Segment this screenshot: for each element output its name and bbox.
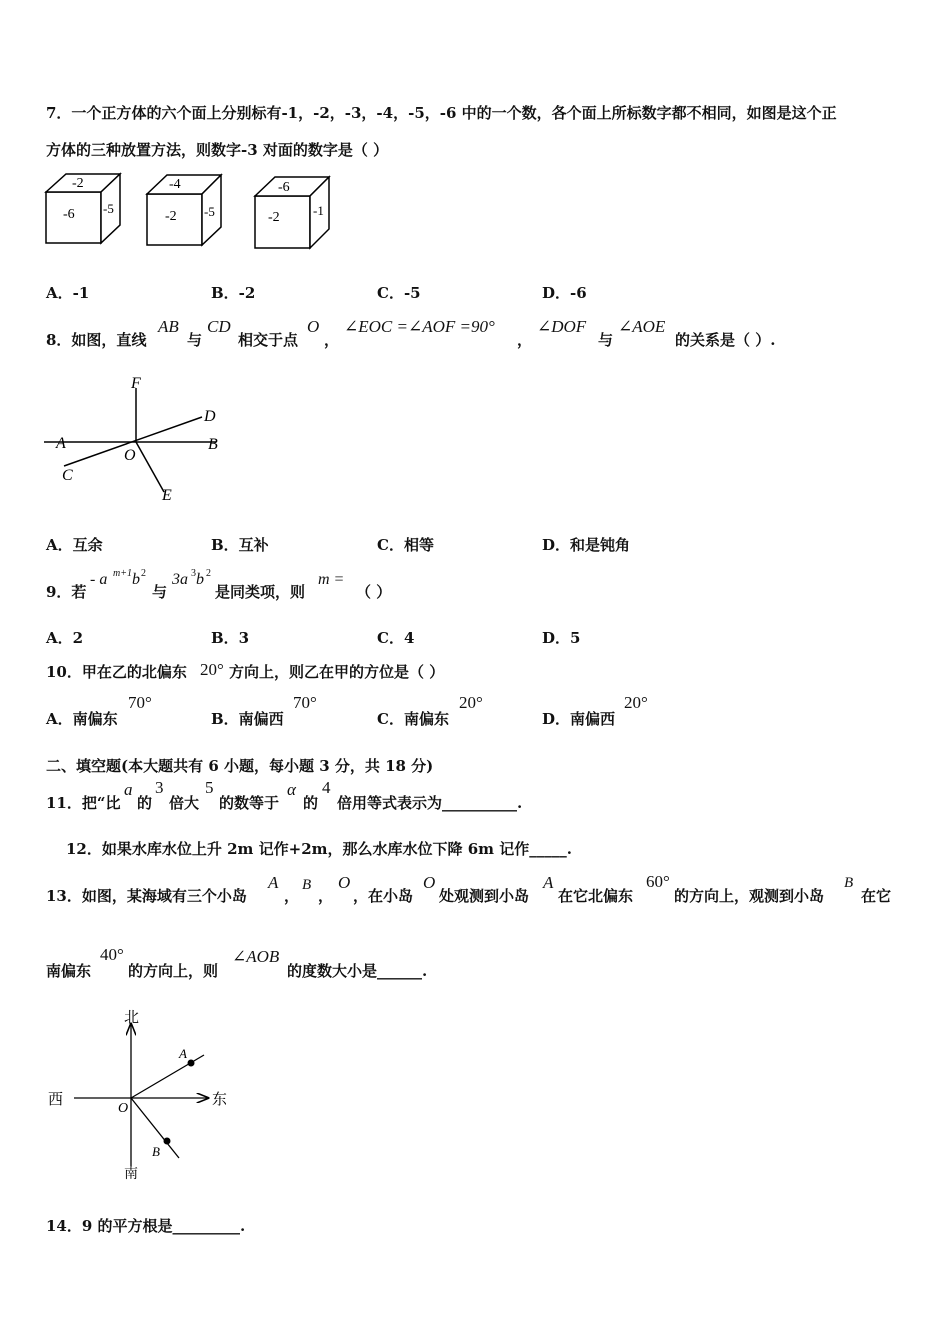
q9-term2-base: 3a [172,571,188,588]
q8-cd: CD [207,317,231,336]
label-north: 北 [124,1010,140,1026]
label-east: 东 [212,1092,228,1108]
q10-text-1: 10．甲在乙的北偏东 [46,663,187,681]
q13-angle-40: 40° [100,945,124,964]
label-c: C [62,467,73,484]
q13-angle-60: 60° [646,872,670,891]
q9-term2-exp: 3 [191,568,196,579]
q13-text-1: 13．如图，某海域有三个小岛 [46,887,247,905]
label-o: O [118,1101,129,1116]
q9-option-b[interactable]: B．3 [211,629,250,647]
label-e: E [162,487,172,504]
q8-text-7: 的关系是（ ）. [675,331,776,349]
q7-option-b[interactable]: B．-2 [211,284,256,302]
q13-b: B [302,877,312,893]
q13-b-2: B [844,875,854,891]
label-d: D [204,408,216,425]
section-2-heading: 二、填空题(本大题共有 6 小题，每小题 3 分，共 18 分) [46,757,434,775]
q10-option-d-angle: 20° [624,693,648,712]
ray-oe [136,442,164,492]
q9-text-3: 是同类项，则 [215,583,306,601]
q10-option-a[interactable]: A．南偏东 [46,710,118,728]
cube3-side: -1 [313,203,324,218]
q10-option-c[interactable]: C．南偏东 [377,710,449,728]
island-b-dot [164,1138,171,1145]
q13-compass-figure [46,1008,246,1183]
q8-lines-figure [44,372,234,507]
q8-text-3: 相交于点 [238,331,299,349]
cube1-side: -5 [103,201,114,216]
cube-figure-1 [44,172,124,247]
q7-line2: 方体的三种放置方法，则数字-3 对面的数字是（ ） [46,141,389,159]
q8-aoe: ∠AOE [618,317,666,336]
cube2-side: -5 [204,204,215,219]
cube2-front: -2 [165,209,177,224]
cube1-front: -6 [63,207,75,222]
label-a: A [179,1046,187,1061]
q9-m: m = [318,571,345,588]
q8-text-2: 与 [187,331,203,349]
q9-term2-bexp: 2 [206,568,211,579]
q7-line1: 7．一个正方体的六个面上分别标有-1，-2，-3，-4，-5，-6 中的一个数，各个面上所标数字都不相同，如图是这个正 [46,104,837,122]
q8-ab: AB [158,317,179,336]
label-a: A [56,435,66,452]
q9-option-c[interactable]: C．4 [377,629,415,647]
q9-option-d[interactable]: D．5 [542,629,581,647]
q10-option-a-angle: 70° [128,693,152,712]
q8-o: O [307,317,320,336]
q13-a: A [268,873,279,892]
q13-line2-text-1: 南偏东 [46,962,92,980]
q9-text-4: （ ） [356,583,392,601]
q12-text: 12．如果水库水位上升 2m 记作+2m，那么水库水位下降 6m 记作_____. [66,840,572,858]
q10-option-d[interactable]: D．南偏西 [542,710,616,728]
q9-term1-base: - a [90,571,108,588]
q8-text-1: 8．如图，直线 [46,331,147,349]
q13-text-4: 在它北偏东 [558,887,634,905]
q9-term2-b: b [196,571,204,588]
cube-figure-2 [145,172,225,247]
label-f: F [131,375,141,392]
q8-option-b[interactable]: B．互补 [211,536,269,554]
q11-a: a [124,780,133,799]
q13-line2-text-3: 的度数大小是______. [287,962,428,980]
q13-comma-1: ， [284,887,300,905]
cube1-top: -2 [72,176,84,191]
q13-text-6: 在它 [861,887,892,905]
q8-option-a[interactable]: A．互余 [46,536,103,554]
q9-text-1: 9．若 [46,583,87,601]
q9-term1-exp: m+1 [113,568,132,579]
q8-text-5: ， [517,331,533,349]
q11-3: 3 [155,778,164,797]
q13-o-2: O [423,873,436,892]
q9-term1-bexp: 2 [141,568,146,579]
q7-option-a[interactable]: A．-1 [46,284,90,302]
q8-text-4: ， [324,331,340,349]
q8-option-d[interactable]: D．和是钝角 [542,536,631,554]
q9-term1-b: b [132,571,140,588]
q13-a-2: A [543,873,554,892]
q13-o: O [338,873,351,892]
q11-4: 4 [322,778,331,797]
q10-angle: 20° [200,660,224,679]
q13-text-3: 处观测到小岛 [439,887,530,905]
q11-text-1: 11．把“比 [46,794,121,812]
q8-text-6: 与 [598,331,614,349]
cube2-top: -4 [169,177,181,192]
q8-option-c[interactable]: C．相等 [377,536,434,554]
q13-aob: ∠AOB [232,947,280,966]
q13-text-5: 的方向上，观测到小岛 [674,887,825,905]
label-b: B [152,1144,160,1159]
q8-dof: ∠DOF [537,317,587,336]
q11-text-4: 的数等于 [219,794,280,812]
label-west: 西 [48,1092,64,1108]
q10-option-b-angle: 70° [293,693,317,712]
q8-equation: ∠EOC =∠AOF =90° [344,317,495,336]
q7-option-d[interactable]: D．-6 [542,284,587,302]
cube3-top: -6 [278,180,290,195]
label-south: 南 [124,1167,138,1182]
q11-text-6: 倍用等式表示为__________. [337,794,523,812]
q13-line2-text-2: 的方向上，则 [128,962,219,980]
q10-text-2: 方向上，则乙在甲的方位是（ ） [229,663,445,681]
q11-5: 5 [205,778,214,797]
q9-option-a[interactable]: A．2 [46,629,84,647]
label-b: B [208,436,218,453]
q7-option-c[interactable]: C．-5 [377,284,421,302]
cube3-front: -2 [268,210,280,225]
q10-option-b[interactable]: B．南偏西 [211,710,284,728]
q13-comma-2: ， [318,887,334,905]
q14-text: 14．9 的平方根是_________. [46,1217,246,1235]
q11-text-3: 倍大 [169,794,200,812]
island-a-dot [188,1060,195,1067]
q9-text-2: 与 [152,583,168,601]
q11-alpha: α [287,780,296,799]
q11-text-2: 的 [137,794,153,812]
q13-text-2: ，在小岛 [353,887,414,905]
q11-text-5: 的 [303,794,319,812]
label-o: O [124,447,136,464]
q10-option-c-angle: 20° [459,693,483,712]
cube-figure-3 [253,172,333,252]
